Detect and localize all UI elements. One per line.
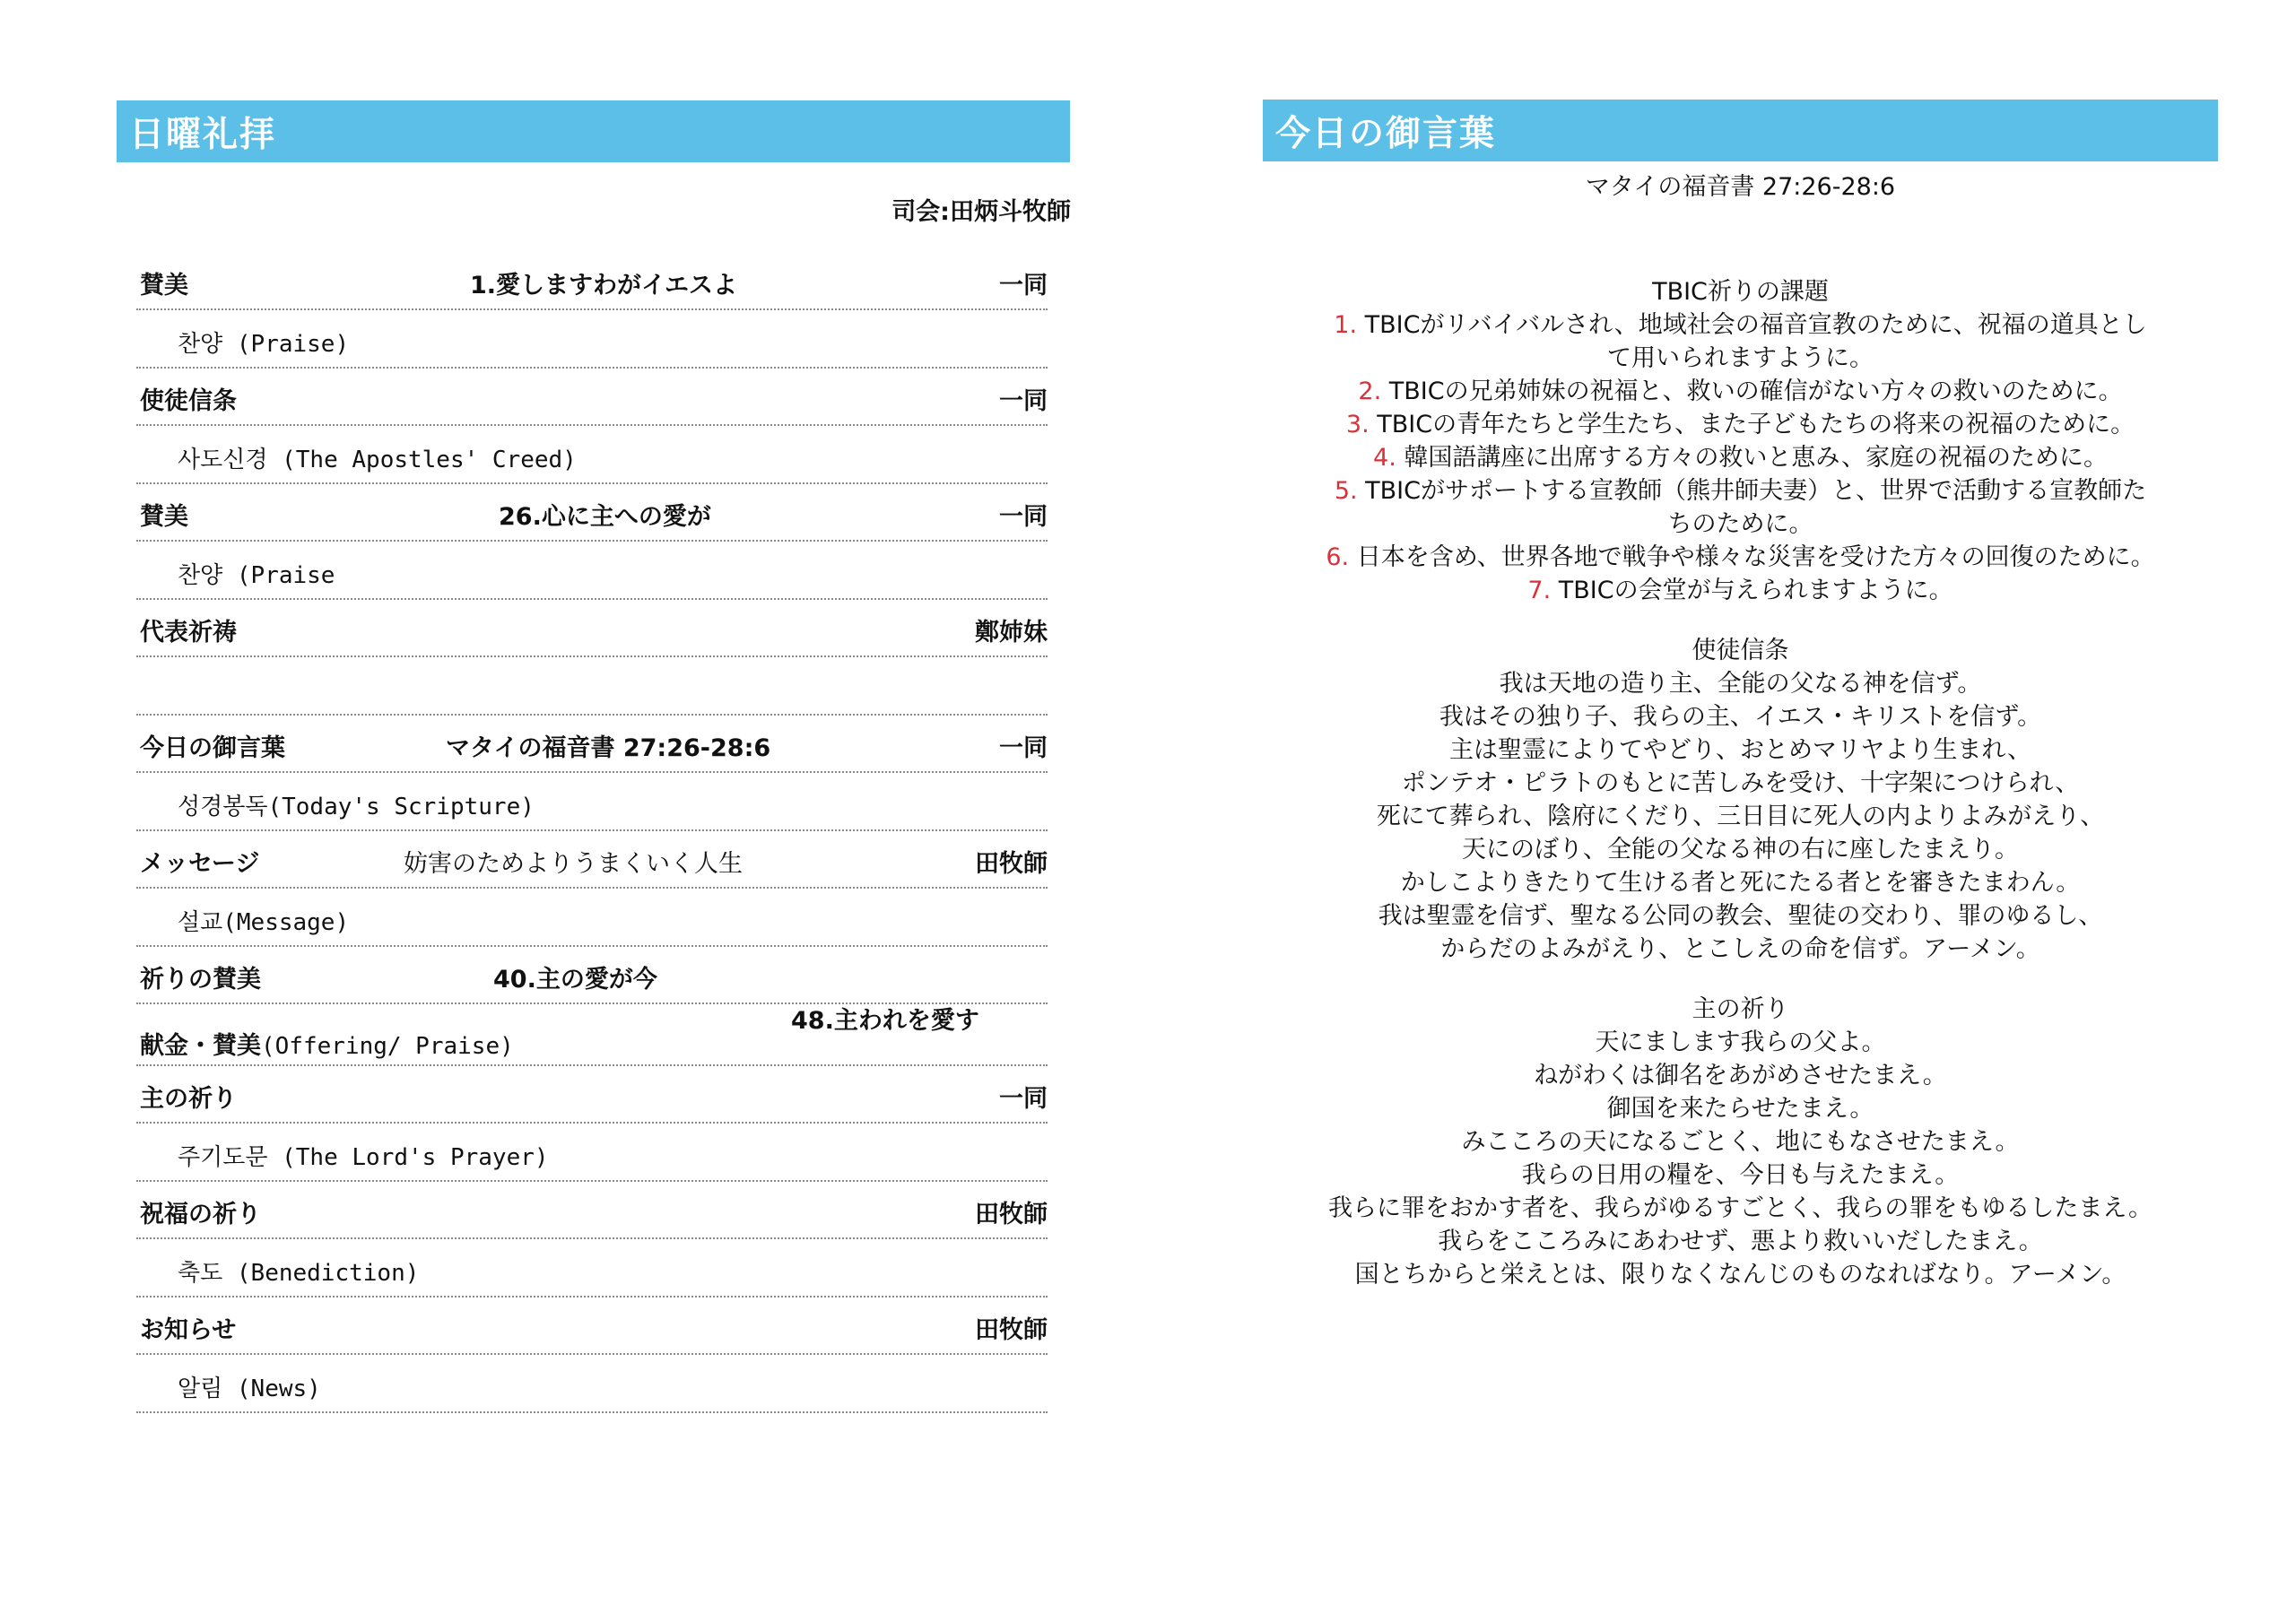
prayer-topic-number: 7. [1527,577,1559,604]
program-item-detail: 26.心に主への愛が [499,503,711,531]
lords-prayer-line: 天にまします我らの父よ。 [1595,1028,1886,1056]
program-item-label: 祝福の祈り [140,1201,261,1228]
creed-line: かしこよりきたりて生ける者と死にたる者とを審きたまわん。 [1400,869,2081,897]
program-row-translation [136,1124,1048,1182]
creed-line: 我は天地の造り主、全能の父なる神を信ず。 [1499,670,1982,698]
program-row-translation [136,426,1048,484]
program-item-label: 賛美 [140,503,188,531]
program-item-leader: 田牧師 [975,850,1048,878]
program-item-label [140,1026,514,1061]
creed-line: 天にのぼり、全能の父なる神の右に座したまえり。 [1462,836,2019,864]
creed-line: 主は聖霊によりてやどり、おとめマリヤより生まれ、 [1448,736,2032,764]
todays-word-title: 今日の御言葉 [1275,113,1497,154]
lords-prayer-line: みこころの天になるごとく、地にもなさせたまえ。 [1461,1128,2020,1156]
program-row-offering [136,1004,1048,1066]
program-row [136,253,1048,310]
prayer-topic-text: TBICの会堂が与えられますように。 [1558,577,1953,604]
program-row-translation [136,773,1048,831]
program-item-detail: マタイの福音書 27:26-28:6 [446,734,771,762]
prayer-topic-text: 韓国語講座に出席する方々の救いと恵み、家庭の祝福のために。 [1404,444,2108,472]
prayer-topic-line [1263,375,2218,408]
program-item-leader: 一同 [999,1085,1048,1113]
program-item-label: 알림 (News) [178,1376,321,1402]
program-item-label: 主の祈り [140,1085,237,1113]
prayer-topic-text: て用いられますように。 [1607,344,1874,372]
program-item-label: 찬양 (Praise [178,562,335,589]
program-item-label: 賛美 [140,272,188,299]
lords-prayer-line: 御国を来たらせたまえ。 [1606,1095,1874,1123]
program-item-label: 축도 (Benediction) [178,1260,420,1287]
lords-prayer-line: ねがわくは御名をあがめさせたまえ。 [1534,1062,1947,1089]
prayer-topic-text: TBICの兄弟姉妹の祝福と、救いの確信がない方々の救いのために。 [1388,378,2123,405]
program-item-label: 祈りの賛美 [140,966,261,994]
prayer-topic-text: TBICの青年たちと学生たち、また子どもたちの将来の祝福のために。 [1377,411,2135,438]
program-item-label: 사도신경 (The Apostles' Creed) [178,447,577,473]
program-row-blank [136,657,1048,716]
prayer-topic-text: 日本を含め、世界各地で戦争や様々な災害を受けた方々の回復のために。 [1356,543,2155,571]
sunday-worship-title: 日曜礼拝 [129,114,277,155]
prayer-topic-line [1263,508,2218,541]
program-item-leader: 一同 [999,734,1048,762]
program-row [136,1298,1048,1355]
worship-program [136,253,1048,1413]
program-row [136,600,1048,657]
program-row [136,947,1048,1004]
creed-line: 我はその独り子、我らの主、イエス・キリストを信ず。 [1439,703,2042,731]
program-item-leader: 田牧師 [975,1201,1048,1228]
lords-prayer-line: 国とちからと栄えとは、限りなくなんじのものなればなり。アーメン。 [1354,1261,2126,1289]
prayer-topic-text: TBICがサポートする宣教師（熊井師夫妻）と、世界で活動する宣教師た [1365,477,2147,505]
program-row [136,831,1048,889]
program-row [136,484,1048,542]
program-item-label: 설교(Message) [178,909,350,936]
prayer-topic-number: 1. [1334,311,1365,339]
program-item-label: 今日の御言葉 [140,734,285,762]
lords-prayer-line: 我らに罪をおかす者を、我らがゆるすごとく、我らの罪をもゆるしたまえ。 [1327,1194,2153,1222]
creed-text [1263,667,2218,966]
prayer-topic-number: 3. [1345,411,1378,438]
creed-line: からだのよみがえり、とこしえの命を信ず。アーメン。 [1440,935,2040,963]
program-item-leader: 一同 [999,387,1048,415]
program-item-leader: 田牧師 [975,1316,1048,1344]
program-row-translation [136,310,1048,369]
creed-title: 使徒信条 [1692,637,1789,664]
program-row [136,1182,1048,1239]
program-item-label: 성경봉독(Today's Scripture) [178,794,535,820]
program-row-translation [136,1239,1048,1298]
program-item-label: 代表祈祷 [140,619,237,647]
prayer-topic-number: 5. [1334,477,1366,505]
sunday-worship-header [117,100,1070,162]
prayer-topic-text: ちのために。 [1667,510,1813,538]
program-row-translation [136,889,1048,947]
program-item-detail: 1.愛しますわがイエスよ [470,272,737,299]
prayer-topics-list [1263,308,2218,607]
prayer-topic-text: TBICがリバイバルされ、地域社会の福音宣教のために、祝福の道具とし [1364,311,2147,339]
creed-line: 死にて葬られ、陰府にくだり、三日目に死人の内よりよみがえり、 [1376,803,2105,830]
prayer-topic-line [1263,308,2218,342]
program-row-translation [136,542,1048,600]
prayer-topic-number: 6. [1326,543,1357,571]
lords-prayer-text [1263,1026,2218,1291]
offering-label-ja: 献金・賛美 [140,1032,261,1060]
right-column [1263,170,2218,1291]
creed-line: ポンテオ・ピラトのもとに苦しみを受け、十字架につけられ、 [1401,769,2080,797]
prayer-topic-line [1263,474,2218,508]
offering-label-en: (Offering/ Praise) [261,1033,514,1060]
lords-prayer-line: 我らの日用の糧を、今日も与えたまえ。 [1521,1161,1960,1189]
todays-word-header [1263,100,2218,161]
prayer-topic-number: 2. [1358,378,1389,405]
prayer-topics-title: TBIC祈りの課題 [1652,278,1829,306]
program-item-leader: 一同 [999,503,1048,531]
prayer-topic-line [1263,408,2218,441]
lords-prayer-title: 主の祈り [1692,995,1789,1023]
program-row [136,369,1048,426]
program-item-label: 주기도문 (The Lord's Prayer) [178,1144,549,1171]
creed-line: 我は聖霊を信ず、聖なる公同の教会、聖徒の交わり、罪のゆるし、 [1378,902,2103,930]
program-item-leader: 鄭姉妹 [975,619,1048,647]
program-item-leader: 一同 [999,272,1048,299]
program-row [136,1066,1048,1124]
program-item-detail: 40.主の愛が今 [493,966,657,994]
presider-label: 司会:田炳斗牧師 [891,198,1071,226]
program-item-label: メッセージ [140,850,260,878]
program-row-translation [136,1355,1048,1413]
program-item-detail: 妨害のためよりうまくいく人生 [404,850,743,878]
program-item-label: お知らせ [140,1316,237,1344]
prayer-topic-number: 4. [1373,444,1405,472]
scripture-reference: マタイの福音書 27:26-28:6 [1585,173,1896,201]
program-item-detail: 48.主われを愛す [791,1007,979,1035]
prayer-topic-line [1263,574,2218,607]
program-item-label: 찬양 (Praise) [178,331,350,358]
prayer-topic-line [1263,342,2218,375]
prayer-topic-line [1263,441,2218,474]
program-item-label: 使徒信条 [140,387,237,415]
lords-prayer-line: 我らをこころみにあわせず、悪より救いいだしたまえ。 [1438,1228,2043,1255]
program-row [136,716,1048,773]
prayer-topic-line [1263,541,2218,574]
